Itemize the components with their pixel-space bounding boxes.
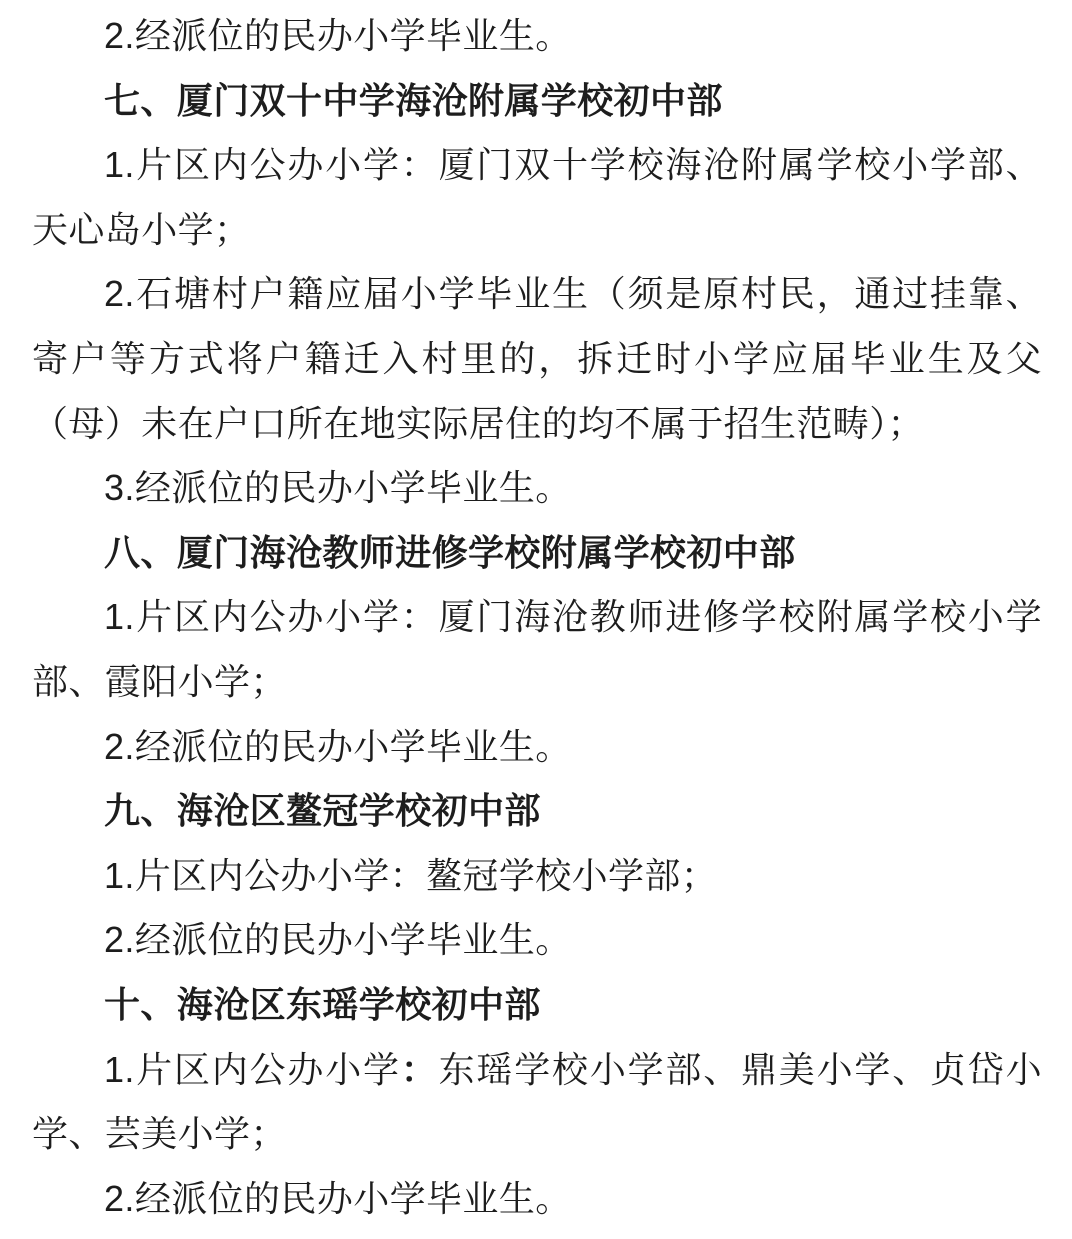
section-heading: 七、厦门双十中学海沧附属学校初中部 bbox=[104, 79, 723, 121]
paragraph: 3.经派位的民办小学毕业生。 bbox=[104, 467, 572, 509]
paragraph: 2.石塘村户籍应届小学毕业生（须是原村民，通过挂靠、寄户等方式将户籍迁入村里的，拆迁时小学应届毕业生及父（母）未在户口所在地实际居住的均不属于招生范畴）； bbox=[32, 273, 1042, 444]
text-run: ： bbox=[400, 1048, 439, 1090]
section-heading: 十、海沧区东瑶学校初中部 bbox=[104, 983, 541, 1025]
document-body bbox=[32, 4, 1042, 1231]
section-heading: 九、海沧区鳌冠学校初中部 bbox=[104, 790, 541, 832]
paragraph: 2.经派位的民办小学毕业生。 bbox=[104, 15, 572, 56]
paragraph: 1.片区内公办小学：鳌冠学校小学部； bbox=[104, 854, 718, 896]
text-run: 1.片区内公办小学 bbox=[104, 1048, 401, 1090]
paragraph: 2.经派位的民办小学毕业生。 bbox=[104, 919, 572, 961]
text-run: 东瑶学校小学部、鼎美小学、贞岱小学、芸美小学； bbox=[32, 1048, 1043, 1155]
paragraph bbox=[32, 1038, 1042, 1167]
section-heading: 八、厦门海沧教师进修学校附属学校初中部 bbox=[104, 531, 796, 573]
paragraph: 1.片区内公办小学：厦门海沧教师进修学校附属学校小学部、霞阳小学； bbox=[32, 596, 1042, 702]
paragraph: 1.片区内公办小学：厦门双十学校海沧附属学校小学部、天心岛小学； bbox=[32, 144, 1042, 250]
paragraph: 2.经派位的民办小学毕业生。 bbox=[104, 1177, 572, 1219]
paragraph: 2.经派位的民办小学毕业生。 bbox=[104, 725, 572, 767]
